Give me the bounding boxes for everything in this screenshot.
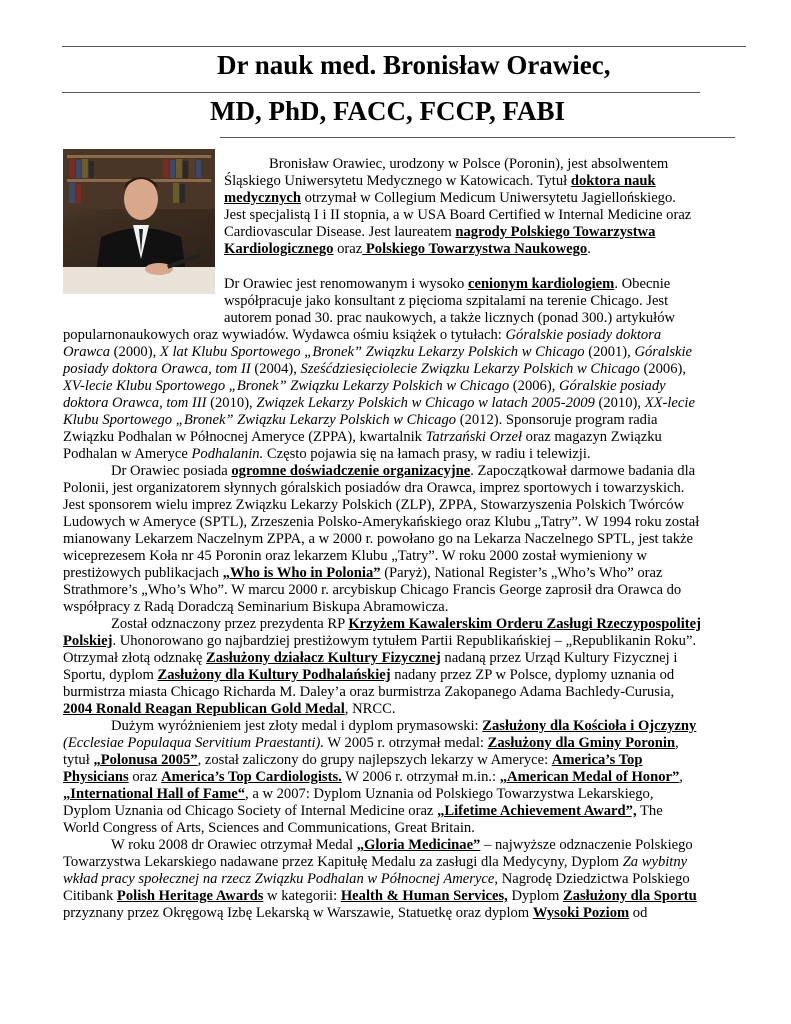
emphasis-text: Zasłużony dla Kościoła i Ojczyzny: [482, 718, 697, 734]
title-text: Tatrzański Orzeł: [425, 429, 522, 445]
plain-text: Dr Orawiec jest renomowanym i wysoko: [224, 276, 468, 292]
plain-text: ,: [675, 735, 679, 751]
plain-text: Bronisław Orawiec, urodzony w Polsce (Poronin), jest absolwentem: [269, 156, 669, 172]
emphasis-text: Kardiologicznego: [224, 241, 334, 257]
plain-text: , a w 2007: Dyplom Uznania od Polskiego Towarzystwa Lekarskiego,: [245, 786, 654, 802]
text-line: [63, 361, 686, 378]
plain-text: Jest specjalistą I i II stopnia, a w USA Board Certified w Internal Medicine oraz: [224, 207, 692, 223]
page-title: Dr nauk med. Bronisław Orawiec,: [217, 50, 611, 80]
plain-text: (2006),: [639, 361, 687, 377]
text-line: [63, 786, 653, 803]
emphasis-text: „Gloria Medicinae”: [356, 837, 481, 853]
emphasis-text: „International Hall of Fame“: [63, 786, 246, 802]
title-text: Sześćdziesięciolecie Związku Lekarzy Polskich w Chicago: [300, 361, 640, 377]
plain-text: (2000),: [110, 344, 160, 360]
title-text: Związek Lekarzy Polskich w Chicago w latach 2005-2009: [256, 395, 595, 411]
text-line: [63, 531, 693, 548]
plain-text: W 2005 r. otrzymał medal:: [324, 735, 488, 751]
emphasis-text: Zasłużony dla Gminy Poronin: [487, 735, 676, 751]
emphasis-text: America’s Top Cardiologists.: [161, 769, 342, 785]
plain-text: Dużym wyróżnieniem jest złoty medal i dyplom prymasowski:: [111, 718, 483, 734]
plain-text: Strathmore’s „Who’s Who”. W marcu 2000 r. arcybiskup Chicago Francis George zaprosił dra Orawca do: [63, 582, 682, 598]
text-line: [63, 378, 666, 395]
emphasis-text: Krzyżem Kawalerskim Orderu Zasługi Rzeczypospolitej: [348, 616, 701, 632]
text-line: [63, 871, 690, 888]
title-text: wkład pracy społecznej na rzecz Związku Podhalan w Północnej Ameryce: [63, 871, 495, 887]
emphasis-text: cenionym kardiologiem: [467, 276, 615, 292]
emphasis-text: America’s Top: [551, 752, 643, 768]
top-rule: [62, 46, 746, 47]
plain-text: Często pojawia się na łamach prasy, w radiu i telewizji.: [263, 446, 591, 462]
text-line: [63, 599, 448, 616]
plain-text: autorem ponad 30. prac naukowych, a także licznych (ponad 300.) artykułów: [224, 310, 676, 326]
plain-text: Związku Podhalan w Północnej Ameryce (ZPPA), kwartalnik: [63, 429, 426, 445]
plain-text: burmistrza miasta Chicago Richarda M. Daley’a oraz burmistrza Zakopanego Adama Bachledy-Curusia,: [63, 684, 675, 700]
title-text: posiady doktora Orawca, tom II: [63, 361, 251, 377]
plain-text: . Uhonorowano go najbardziej prestiżowym tytułem Partii Republikańskiej – „Republikanin Roku”.: [112, 633, 697, 649]
plain-text: Dyplom: [507, 888, 563, 904]
plain-text: (2012). Sponsoruje program radia: [456, 412, 658, 428]
text-line: [224, 293, 668, 310]
emphasis-text: „Who is Who in Polonia”: [222, 565, 381, 581]
plain-text: otrzymał w Collegium Medicum Uniwersytetu Jagiellońskiego.: [301, 190, 676, 206]
emphasis-text: „American Medal of Honor”: [499, 769, 680, 785]
plain-text: oraz magazyn Związku: [522, 429, 662, 445]
title-text: Orawca: [63, 344, 111, 360]
text-line: [63, 633, 696, 650]
text-line: [63, 888, 697, 905]
title-text: XX-lecie: [644, 395, 695, 411]
plain-text: popularnonaukowych oraz wywiadów. Wydawca ośmiu książek o tytułach:: [63, 327, 506, 343]
emphasis-text: Polskiego Towarzystwa Naukowego: [362, 241, 588, 257]
plain-text: nadaną przez Urząd Kultury Fizycznej i: [440, 650, 678, 666]
title-text: Za wybitny: [622, 854, 688, 870]
plain-text: wiceprezesem Koła nr 45 Poronin oraz lekarzem Klubu „Tatry”. W roku 2000 został wymieniony w: [63, 548, 648, 564]
plain-text: (2001),: [584, 344, 635, 360]
plain-text: Dr Orawiec posiada: [111, 463, 232, 479]
plain-text: prestiżowych publikacjach: [63, 565, 223, 581]
text-line: [63, 446, 591, 463]
title-text: Klubu Sportowego „Bronek” Związku Lekarzy Polskich w Chicago: [63, 412, 457, 428]
plain-text: od: [629, 905, 648, 921]
text-line: [111, 616, 701, 633]
plain-text: mianowany Lekarzem Naczelnym ZPPA, a w 2000 r. powołano go na Lekarza Naczelnego SPTL, jest także: [63, 531, 694, 547]
plain-text: (Paryż), National Register’s „Who’s Who” oraz: [380, 565, 663, 581]
plain-text: Ludowych w Ameryce (SPTL), Zrzeszenia Polsko-Amerykańskiego oraz Klubu „Tatry”. W 1994 roku został: [63, 514, 700, 530]
plain-text: , NRCC.: [344, 701, 396, 717]
text-line: [63, 548, 647, 565]
plain-text: Otrzymał złotą odznakę: [63, 650, 207, 666]
plain-text: Sportu, dyplom: [63, 667, 158, 683]
text-line: [63, 480, 684, 497]
emphasis-text: Zasłużony dla Sportu: [562, 888, 697, 904]
text-line: [224, 173, 656, 190]
title-text: doktora Orawca, tom III: [63, 395, 207, 411]
plain-text: Podhalan w Ameryce: [63, 446, 192, 462]
plain-text: , został zaliczony do grupy najlepszych lekarzy w Ameryce:: [197, 752, 552, 768]
plain-text: Towarzystwa Lekarskiego nadawane przez Kapitułę Medalu za zasługi dla Medycyny, Dyplom: [63, 854, 623, 870]
plain-text: oraz: [128, 769, 162, 785]
emphasis-text: Physicians: [63, 769, 129, 785]
text-line: [224, 310, 675, 327]
text-line: [63, 769, 683, 786]
text-line: [63, 344, 692, 361]
text-line: [224, 241, 591, 258]
plain-text: (2010),: [594, 395, 645, 411]
text-line: [63, 412, 658, 429]
emphasis-text: „Polonusa 2005”: [93, 752, 198, 768]
text-line: [111, 463, 695, 480]
plain-text: tytuł: [63, 752, 94, 768]
emphasis-text: Polish Heritage Awards: [116, 888, 264, 904]
emphasis-text: ogromne doświadczenie organizacyjne: [231, 463, 471, 479]
title-text: XV-lecie Klubu Sportowego „Bronek” Związku Lekarzy Polskich w Chicago: [63, 378, 510, 394]
title-text: Podhalanin.: [191, 446, 264, 462]
title-text: Góralskie: [634, 344, 693, 360]
emphasis-text: Polskiej: [63, 633, 113, 649]
plain-text: przyznany przez Okręgową Izbę Lekarską w Warszawie, Statuetkę oraz dyplom: [63, 905, 533, 921]
plain-text: Został odznaczony przez prezydenta RP: [111, 616, 349, 632]
plain-text: . Zapoczątkował darmowe badania dla: [470, 463, 696, 479]
title-text: X lat Klubu Sportowego „Bronek” Związku Lekarzy Polskich w Chicago: [159, 344, 585, 360]
emphasis-text: doktora nauk: [570, 173, 656, 189]
text-line: [224, 224, 655, 241]
text-line: [224, 190, 676, 207]
subtitle-rule: [220, 137, 735, 138]
plain-text: Citibank: [63, 888, 117, 904]
emphasis-text: Health & Human Services,: [340, 888, 508, 904]
emphasis-text: medycznych: [224, 190, 302, 206]
plain-text: (2006),: [509, 378, 560, 394]
text-line: [63, 735, 679, 752]
text-line: [63, 701, 395, 718]
plain-text: W roku 2008 dr Orawiec otrzymał Medal: [111, 837, 357, 853]
plain-text: .: [587, 241, 591, 257]
text-line: [63, 820, 475, 837]
text-line: [63, 854, 687, 871]
emphasis-text: Zasłużony działacz Kultury Fizycznej: [206, 650, 441, 666]
emphasis-text: 2004 Ronald Reagan Republican Gold Medal: [63, 701, 345, 717]
text-line: [63, 429, 662, 446]
plain-text: Polonii, jest organizatorem słynnych góralskich posiadów dra Orawca, imprez sportowych i towarzyskich.: [63, 480, 685, 496]
plain-text: . Obecnie: [614, 276, 671, 292]
text-line: [63, 752, 642, 769]
plain-text: nadany przez ZP w Polsce, dyplomy uznania od: [390, 667, 675, 683]
title-text: Góralskie posiady: [559, 378, 666, 394]
page-subtitle: MD, PhD, FACC, FCCP, FABI: [210, 96, 565, 126]
plain-text: Dyplom Uznania od Chicago Society of Internal Medicine oraz: [63, 803, 438, 819]
title-rule: [62, 92, 700, 93]
text-line: [63, 582, 681, 599]
plain-text: (2010),: [206, 395, 257, 411]
plain-text: Jest sponsorem wielu imprez Związku Lekarzy Polskich (ZLP), ZPPA, Stowarzyszenia Polskich Twórców: [63, 497, 685, 513]
plain-text: w kategorii:: [263, 888, 341, 904]
text-line: [63, 667, 674, 684]
plain-text: , Nagrodę Dziedzictwa Polskiego: [494, 871, 690, 887]
plain-text: współpracy z Radą Doradczą Seminarium Biskupa Abramowicza.: [63, 599, 449, 615]
text-line: [63, 905, 647, 922]
plain-text: ,: [679, 769, 683, 785]
text-line: [63, 327, 661, 344]
text-line: [63, 497, 684, 514]
portrait-photo: [63, 149, 215, 294]
text-line: [63, 514, 699, 531]
plain-text: Cardiovascular Disease. Jest laureatem: [224, 224, 456, 240]
text-line: [224, 207, 691, 224]
plain-text: współpracuje jako konsultant z pięcioma szpitalami na terenie Chicago. Jest: [224, 293, 669, 309]
text-line: [111, 718, 696, 735]
plain-text: The: [636, 803, 663, 819]
text-line: [63, 395, 695, 412]
plain-text: World Congress of Arts, Sciences and Communications, Great Britain.: [63, 820, 475, 836]
text-line: [63, 684, 674, 701]
emphasis-text: Zasłużony dla Kultury Podhalańskiej: [157, 667, 391, 683]
plain-text: oraz: [333, 241, 363, 257]
text-line: [63, 565, 662, 582]
plain-text: Śląskiego Uniwersytetu Medycznego w Katowicach. Tytuł: [224, 173, 571, 189]
emphasis-text: nagrody Polskiego Towarzystwa: [455, 224, 656, 240]
text-line: [269, 156, 668, 173]
text-line: [63, 650, 677, 667]
plain-text: W 2006 r. otrzymał m.in.:: [341, 769, 500, 785]
plain-text: – najwyższe odznaczenie Polskiego: [480, 837, 693, 853]
title-text: Góralskie posiady doktora: [505, 327, 662, 343]
emphasis-text: Wysoki Poziom: [532, 905, 630, 921]
text-line: [224, 276, 670, 293]
plain-text: (2004),: [250, 361, 301, 377]
emphasis-text: „Lifetime Achievement Award”,: [437, 803, 637, 819]
text-line: [111, 837, 693, 854]
title-text: (Ecclesiae Populaqua Servitium Praestanti).: [63, 735, 325, 751]
text-line: [63, 803, 663, 820]
